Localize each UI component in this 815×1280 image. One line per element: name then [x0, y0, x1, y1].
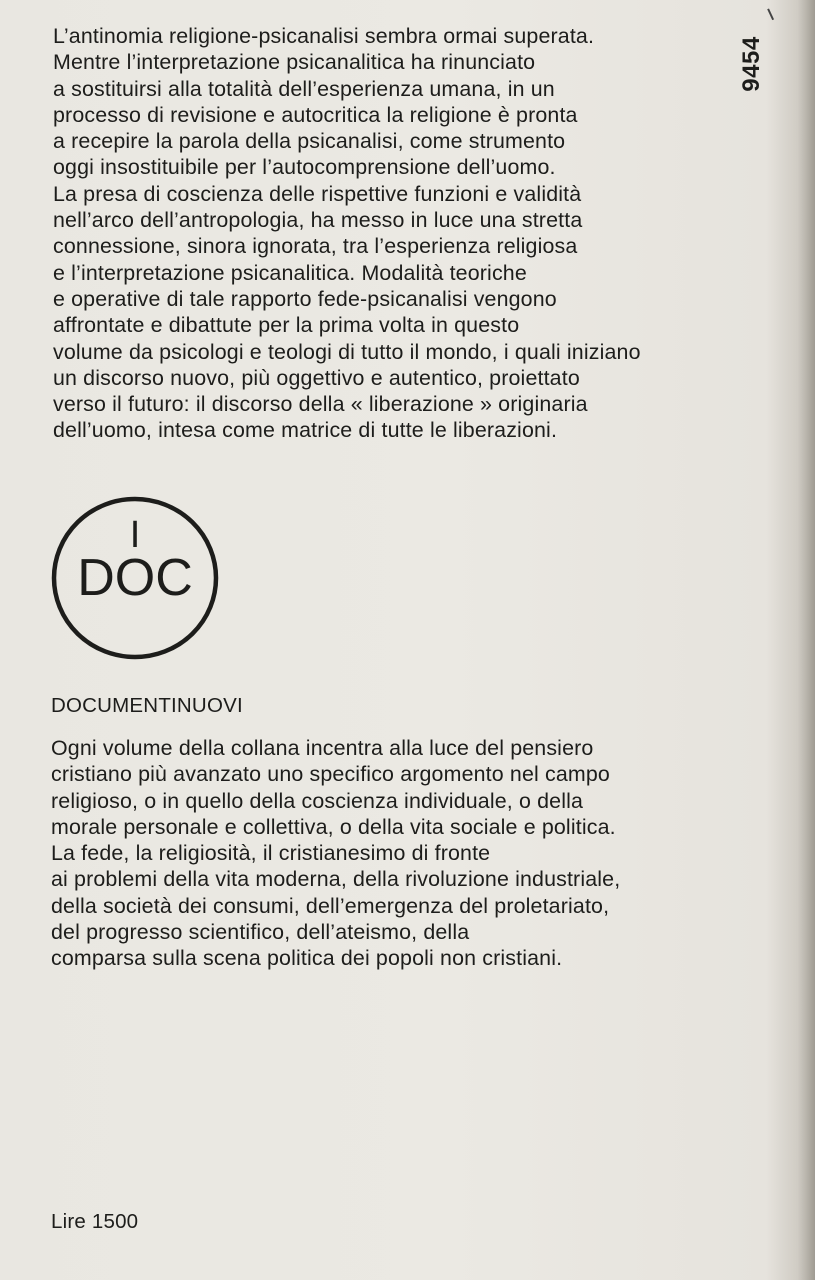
series-line: La fede, la religiosità, il cristianesimo di fronte — [51, 841, 491, 866]
description-line: a recepire la parola della psicanalisi, come strumento — [53, 129, 566, 154]
description-line: La presa di coscienza delle rispettive funzioni e validità — [53, 181, 582, 206]
series-description — [51, 735, 620, 972]
description-line: e operative di tale rapporto fede-psicanalisi vengono — [53, 286, 557, 311]
series-line: ai problemi della vita moderna, della rivoluzione industriale, — [51, 867, 621, 892]
description-line: verso il futuro: il discorso della « liberazione » originaria — [53, 392, 588, 417]
series-line: morale personale e collettiva, o della vita sociale e politica. — [51, 814, 616, 839]
series-line: del progresso scientifico, dell’ateismo, della — [51, 920, 470, 945]
description-line: processo di revisione e autocritica la religione è pronta — [53, 102, 578, 127]
series-line: religioso, o in quello della coscienza individuale, o della — [51, 788, 584, 813]
logo-top-letter: I — [129, 514, 141, 556]
pencil-tick-mark — [760, 8, 774, 23]
cover-edge-shadow — [797, 0, 815, 1280]
description-line: volume da psicologi e teologi di tutto il mondo, i quali iniziano — [53, 339, 641, 364]
series-line: della società dei consumi, dell’emergenza del proletariato, — [51, 893, 610, 918]
series-line: comparsa sulla scena politica dei popoli non cristiani. — [51, 946, 563, 971]
idoc-logo — [51, 496, 219, 660]
price-label: Lire 1500 — [51, 1210, 139, 1233]
description-line: nell’arco dell’antropologia, ha messo in luce una stretta — [53, 208, 583, 233]
description-line: affrontate e dibattute per la prima volta in questo — [53, 313, 520, 338]
description-line: un discorso nuovo, più oggettivo e autentico, proiettato — [53, 365, 580, 390]
book-description — [53, 23, 641, 444]
series-line: cristiano più avanzato uno specifico argomento nel campo — [51, 762, 610, 787]
description-line: e l’interpretazione psicanalitica. Modalità teoriche — [53, 260, 527, 285]
description-line: dell’uomo, intesa come matrice di tutte le liberazioni. — [53, 418, 558, 443]
description-line: connessione, sinora ignorata, tra l’esperienza religiosa — [53, 234, 578, 259]
series-line: Ogni volume della collana incentra alla luce del pensiero — [51, 736, 594, 760]
description-line: oggi insostituibile per l’autocomprensione dell’uomo. — [53, 155, 556, 180]
logo-word: DOC — [77, 549, 193, 607]
description-line: a sostituirsi alla totalità dell’esperienza umana, in un — [53, 76, 555, 101]
catalog-number-text: 9454 — [738, 36, 765, 92]
description-line: Mentre l’interpretazione psicanalitica ha rinunciato — [53, 50, 536, 75]
catalog-number — [740, 32, 764, 96]
description-line: L’antinomia religione-psicanalisi sembra ormai superata. — [53, 24, 595, 48]
series-title: DOCUMENTINUOVI — [51, 694, 243, 717]
